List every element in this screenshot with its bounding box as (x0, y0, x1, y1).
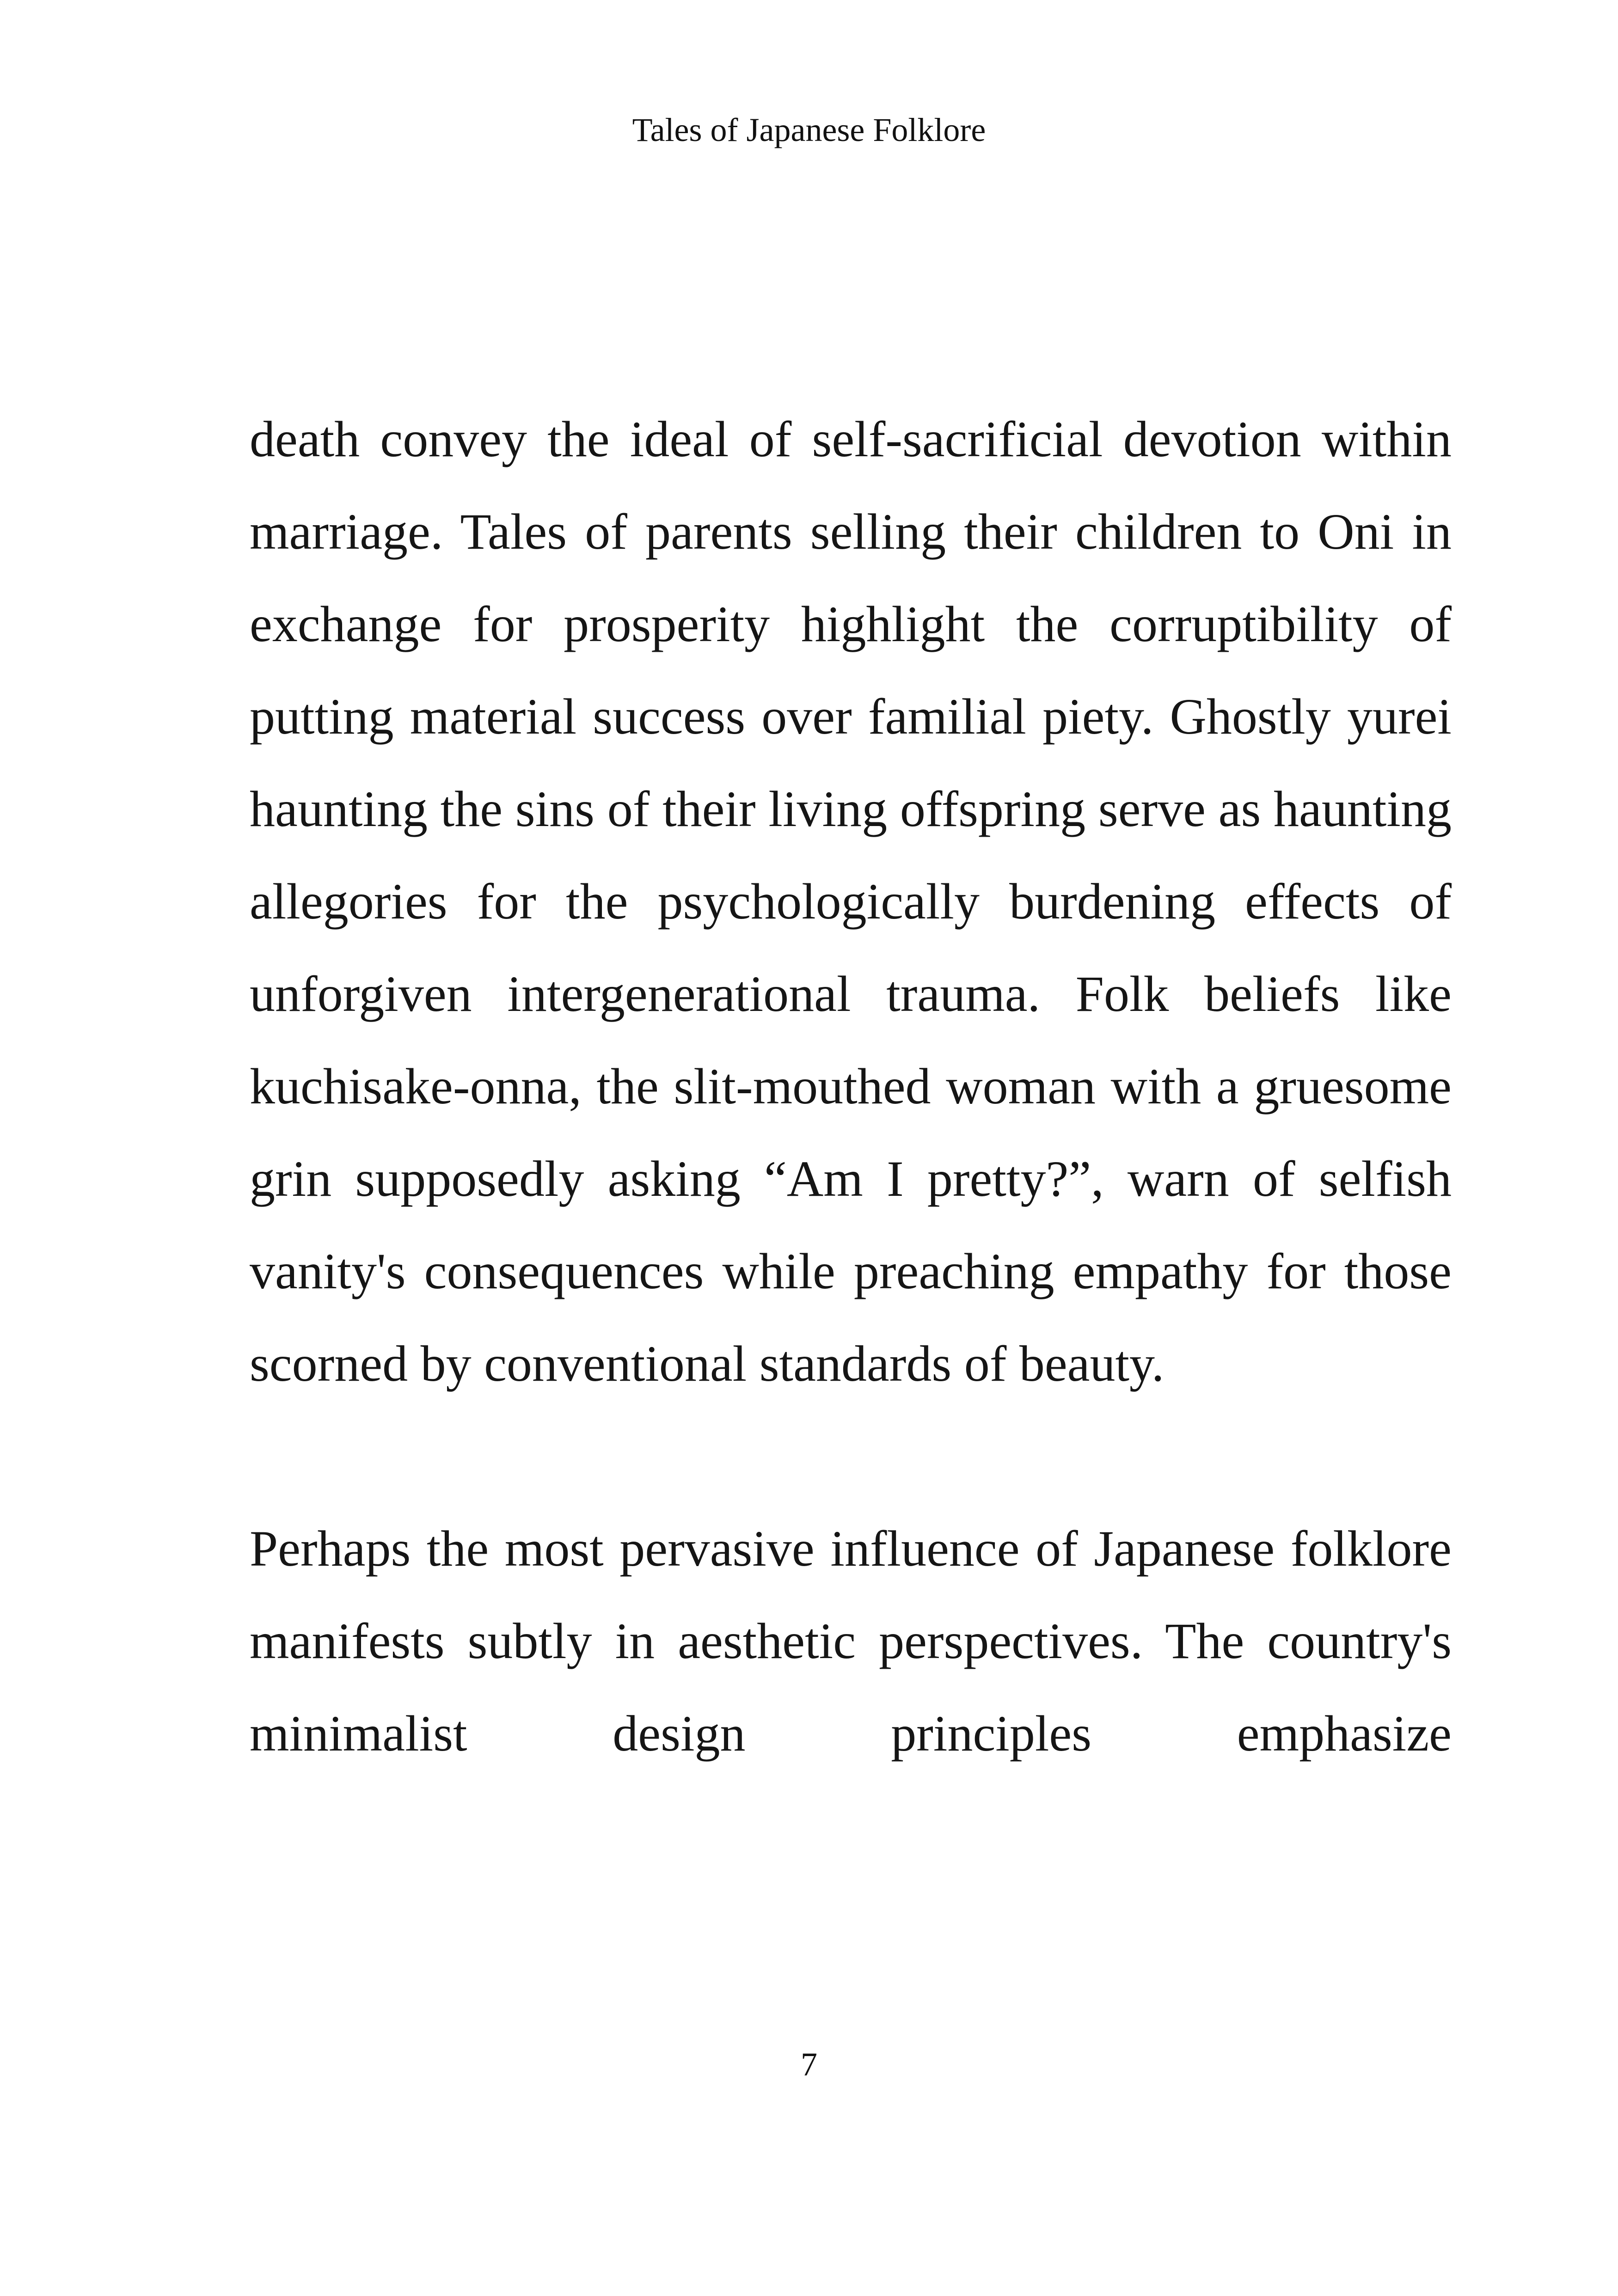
paragraph: Perhaps the most pervasive influence of Japanese folklore manifests subtly in aesthetic perspectives. The country's minimalist design principles emphasize (250, 1520, 1452, 1762)
body-text (250, 393, 1452, 1780)
running-header-title: Tales of Japanese Folklore (632, 111, 986, 148)
paragraph: death convey the ideal of self-sacrificial devotion within marriage. Tales of parents selling their children to Oni in exchange for prosperity highlight the corruptibility of putting material success over familial piety. Ghostly yurei haunting the sins of their living offspring serve as haunting allegories for the psychologically burdening effects of unforgiven intergenerational trauma. Folk beliefs like kuchisake-onna, the slit-mouthed woman with a gruesome grin supposedly asking “Am I pretty?”, warn of selfish vanity's consequences while preaching empathy for those scorned by conventional standards of beauty. (250, 411, 1452, 1392)
page-number: 7 (801, 2046, 817, 2083)
